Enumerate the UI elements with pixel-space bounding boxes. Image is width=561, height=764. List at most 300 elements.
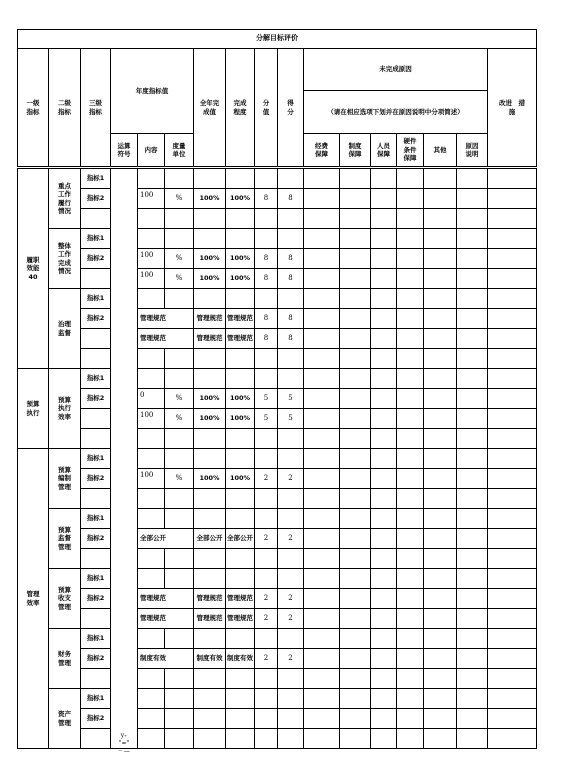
score-cell (254, 228, 278, 249)
table-cell (487, 408, 537, 429)
header-level3: 三级 指标 (80, 48, 111, 167)
table-cell (487, 668, 537, 689)
full-year-cell: 管理规范 (193, 608, 226, 629)
table-cell (456, 328, 488, 349)
table-cell (370, 728, 397, 749)
table-cell (487, 328, 537, 349)
table-cell (339, 688, 371, 709)
table-cell (303, 508, 340, 529)
table-cell (456, 728, 488, 749)
rate-cell (225, 668, 255, 689)
table-cell (339, 168, 371, 189)
table-cell (339, 488, 371, 509)
rate-cell: 100% (225, 188, 255, 209)
table-cell (487, 228, 537, 249)
table-cell (303, 528, 340, 549)
full-year-cell (193, 348, 226, 369)
table-cell (456, 168, 488, 189)
table-cell (396, 228, 424, 249)
table-cell (396, 608, 424, 629)
content-cell (137, 568, 165, 589)
table-cell (423, 728, 457, 749)
table-cell (339, 288, 371, 309)
table-cell (339, 708, 371, 729)
full-year-cell (193, 688, 226, 709)
level2-label: 预算 收支 管理 (48, 568, 81, 629)
table-cell (423, 568, 457, 589)
full-year-cell: 管理规范 (193, 328, 226, 349)
got-score-cell: 8 (277, 248, 304, 269)
full-year-cell (193, 288, 226, 309)
content-cell: 管理规范 (137, 328, 194, 349)
unit-cell: % (164, 388, 194, 409)
level2-label: 整体 工作 完成 情况 (48, 228, 81, 289)
got-score-cell (277, 168, 304, 189)
content-cell (137, 228, 165, 249)
table-cell (396, 308, 424, 329)
table-cell (370, 388, 397, 409)
rate-cell: 100% (225, 248, 255, 269)
table-cell (487, 268, 537, 289)
table-cell (303, 588, 340, 609)
full-year-cell: 全部公开 (193, 528, 226, 549)
table-cell (303, 388, 340, 409)
full-year-cell (193, 488, 226, 509)
content-cell (137, 668, 165, 689)
full-year-cell (193, 428, 226, 449)
score-cell (254, 368, 278, 389)
table-cell (370, 348, 397, 369)
score-cell (254, 428, 278, 449)
got-score-cell (277, 508, 304, 529)
full-year-cell (193, 508, 226, 529)
rate-cell (225, 488, 255, 509)
table-cell (487, 388, 537, 409)
table-cell (423, 388, 457, 409)
table-cell (487, 308, 537, 329)
table-cell (370, 368, 397, 389)
table-cell (339, 388, 371, 409)
table-cell (396, 728, 424, 749)
table-cell (456, 528, 488, 549)
table-cell (80, 208, 111, 229)
table-cell (487, 208, 537, 229)
unit-cell: % (164, 408, 194, 429)
table-cell (339, 308, 371, 329)
header-personnel: 人员 保障 (370, 133, 397, 167)
table-cell (303, 228, 340, 249)
unit-cell (164, 348, 194, 369)
rate-cell (225, 728, 255, 749)
full-year-cell: 100% (193, 468, 226, 489)
table-cell (456, 588, 488, 609)
table-cell (303, 268, 340, 289)
rate-cell: 制度有效 (225, 648, 255, 669)
table-cell (80, 668, 111, 689)
got-score-cell (277, 368, 304, 389)
table-cell (370, 688, 397, 709)
unit-cell (164, 708, 194, 729)
unit-cell (164, 448, 194, 469)
table-cell (423, 168, 457, 189)
table-cell (423, 328, 457, 349)
table-cell (303, 248, 340, 269)
table-cell (303, 448, 340, 469)
table-cell (456, 708, 488, 729)
table-cell (423, 348, 457, 369)
content-cell (137, 488, 165, 509)
unit-cell (164, 208, 194, 229)
score-cell (254, 628, 278, 649)
got-score-cell: 8 (277, 268, 304, 289)
unit-cell (164, 688, 194, 709)
table-cell (456, 448, 488, 469)
rate-cell (225, 348, 255, 369)
table-cell (370, 488, 397, 509)
calc-symbol-column (110, 168, 138, 749)
score-cell (254, 348, 278, 369)
indicator-label: 指标2 (80, 708, 111, 729)
table-cell (370, 328, 397, 349)
table-cell (396, 628, 424, 649)
table-cell (370, 588, 397, 609)
got-score-cell: 2 (277, 528, 304, 549)
table-cell (456, 608, 488, 629)
table-cell (370, 228, 397, 249)
table-cell (487, 448, 537, 469)
table-cell (456, 208, 488, 229)
rate-cell (225, 168, 255, 189)
full-year-cell (193, 208, 226, 229)
full-year-cell (193, 568, 226, 589)
rate-cell: 全部公开 (225, 528, 255, 549)
table-cell (80, 488, 111, 509)
indicator-label: 指标1 (80, 288, 111, 309)
full-year-cell (193, 368, 226, 389)
table-cell (370, 628, 397, 649)
table-cell (456, 428, 488, 449)
table-cell (303, 328, 340, 349)
table-cell (370, 648, 397, 669)
table-cell (456, 648, 488, 669)
score-cell: 5 (254, 408, 278, 429)
rate-cell (225, 368, 255, 389)
score-cell: 8 (254, 328, 278, 349)
table-cell (396, 328, 424, 349)
table-cell (339, 408, 371, 429)
score-cell: 2 (254, 648, 278, 669)
score-cell (254, 208, 278, 229)
full-year-cell: 100% (193, 408, 226, 429)
table-cell (487, 248, 537, 269)
content-cell: 100 (137, 188, 165, 209)
header-unit: 度量 单位 (164, 133, 194, 167)
score-cell (254, 708, 278, 729)
content-cell (137, 708, 165, 729)
level2-label: 资产 管理 (48, 688, 81, 749)
score-cell (254, 728, 278, 749)
header-score: 分 值 (254, 48, 278, 167)
table-cell (339, 648, 371, 669)
level2-label: 预算 监督 管理 (48, 508, 81, 569)
table-cell (423, 428, 457, 449)
table-cell (396, 188, 424, 209)
got-score-cell (277, 348, 304, 369)
table-cell (396, 688, 424, 709)
table-cell (303, 668, 340, 689)
score-cell: 2 (254, 588, 278, 609)
table-cell (303, 608, 340, 629)
table-cell (487, 608, 537, 629)
table-cell (370, 188, 397, 209)
score-cell (254, 168, 278, 189)
unit-cell (164, 728, 194, 749)
table-cell (423, 368, 457, 389)
got-score-cell (277, 228, 304, 249)
indicator-label: 指标2 (80, 388, 111, 409)
table-cell (370, 668, 397, 689)
table-cell (396, 428, 424, 449)
full-year-cell (193, 668, 226, 689)
table-cell (339, 608, 371, 629)
rate-cell: 管理规范 (225, 608, 255, 629)
unit-cell: % (164, 268, 194, 289)
got-score-cell (277, 568, 304, 589)
content-cell (137, 428, 165, 449)
got-score-cell: 8 (277, 328, 304, 349)
table-cell (339, 188, 371, 209)
table-cell (370, 608, 397, 629)
content-cell: 制度有效 (137, 648, 194, 669)
content-cell: 100 (137, 268, 165, 289)
header-completion-rate: 完成 程度 (225, 48, 255, 167)
score-cell (254, 548, 278, 569)
table-cell (487, 428, 537, 449)
table-cell (423, 588, 457, 609)
table-cell (487, 648, 537, 669)
level1-label: 管理 效率 (17, 448, 49, 749)
got-score-cell (277, 548, 304, 569)
score-cell: 2 (254, 528, 278, 549)
score-cell (254, 668, 278, 689)
table-cell (423, 608, 457, 629)
level2-label: 预算 执行 效率 (48, 368, 81, 449)
table-cell (339, 368, 371, 389)
unit-cell (164, 288, 194, 309)
rate-cell (225, 568, 255, 589)
rate-cell (225, 708, 255, 729)
got-score-cell: 2 (277, 648, 304, 669)
table-cell (396, 208, 424, 229)
table-cell (339, 328, 371, 349)
got-score-cell: 2 (277, 588, 304, 609)
table-cell (396, 488, 424, 509)
level2-label: 重点 工作 履行 情况 (48, 168, 81, 229)
table-cell (370, 468, 397, 489)
header-level2: 二级 指标 (48, 48, 81, 167)
got-score-cell (277, 208, 304, 229)
table-cell (370, 428, 397, 449)
table-cell (80, 428, 111, 449)
level2-label: 财务 管理 (48, 628, 81, 689)
score-cell (254, 288, 278, 309)
table-cell (487, 288, 537, 309)
table-cell (80, 548, 111, 569)
table-cell (456, 508, 488, 529)
page-title: 分解目标评价 (17, 29, 537, 49)
table-cell (303, 708, 340, 729)
full-year-cell: 100% (193, 188, 226, 209)
table-cell (423, 268, 457, 289)
table-cell (339, 668, 371, 689)
rate-cell: 100% (225, 408, 255, 429)
table-cell (423, 548, 457, 569)
table-cell (303, 208, 340, 229)
table-cell (423, 628, 457, 649)
table-cell (456, 388, 488, 409)
header-improve: 改进 措 施 (487, 48, 537, 167)
rate-cell (225, 688, 255, 709)
table-cell (303, 368, 340, 389)
table-cell (80, 728, 111, 749)
header-other: 其他 (423, 133, 457, 167)
indicator-label: 指标2 (80, 308, 111, 329)
table-cell (396, 508, 424, 529)
table-cell (423, 688, 457, 709)
table-cell (370, 248, 397, 269)
table-cell (339, 508, 371, 529)
table-cell (456, 408, 488, 429)
content-cell: 管理规范 (137, 308, 194, 329)
score-cell: 5 (254, 388, 278, 409)
table-cell (487, 368, 537, 389)
table-cell (487, 468, 537, 489)
unit-cell (164, 428, 194, 449)
rate-cell (225, 508, 255, 529)
content-cell (137, 548, 165, 569)
content-cell (137, 688, 165, 709)
table-cell (396, 468, 424, 489)
table-cell (456, 308, 488, 329)
table-cell (423, 488, 457, 509)
got-score-cell: 8 (277, 188, 304, 209)
rate-cell (225, 548, 255, 569)
rate-cell (225, 228, 255, 249)
table-cell (370, 508, 397, 529)
got-score-cell: 5 (277, 388, 304, 409)
table-cell (339, 728, 371, 749)
table-cell (339, 348, 371, 369)
table-cell (303, 628, 340, 649)
table-cell (396, 708, 424, 729)
content-cell: 0 (137, 388, 165, 409)
table-cell (423, 668, 457, 689)
content-cell (137, 168, 165, 189)
rate-cell: 100% (225, 388, 255, 409)
table-cell (456, 628, 488, 649)
table-cell (423, 248, 457, 269)
table-cell (487, 188, 537, 209)
unit-cell: % (164, 468, 194, 489)
table-cell (80, 348, 111, 369)
table-cell (303, 728, 340, 749)
table-cell (370, 208, 397, 229)
content-cell (137, 508, 165, 529)
table-cell (80, 608, 111, 629)
table-cell (370, 568, 397, 589)
table-cell (303, 188, 340, 209)
indicator-label: 指标2 (80, 468, 111, 489)
table-cell (396, 388, 424, 409)
table-cell (423, 208, 457, 229)
indicator-label: 指标1 (80, 568, 111, 589)
table-cell (423, 648, 457, 669)
unit-cell (164, 168, 194, 189)
score-cell (254, 488, 278, 509)
table-cell (339, 628, 371, 649)
level2-label: 预算 编制 管理 (48, 448, 81, 509)
table-cell (456, 468, 488, 489)
full-year-cell (193, 548, 226, 569)
unit-cell (164, 628, 194, 649)
table-cell (303, 468, 340, 489)
full-year-cell: 管理规范 (193, 588, 226, 609)
table-cell (80, 268, 111, 289)
rate-cell (225, 208, 255, 229)
full-year-cell: 100% (193, 248, 226, 269)
table-cell (339, 568, 371, 589)
content-cell (137, 288, 165, 309)
rate-cell (225, 428, 255, 449)
table-cell (487, 588, 537, 609)
got-score-cell (277, 668, 304, 689)
level1-label: 预算 执行 (17, 368, 49, 449)
table-cell (456, 548, 488, 569)
got-score-cell (277, 288, 304, 309)
got-score-cell (277, 488, 304, 509)
table-cell (396, 568, 424, 589)
table-cell (487, 688, 537, 709)
header-hardware: 硬件 条件 保障 (396, 133, 424, 167)
table-cell (487, 508, 537, 529)
score-cell: 2 (254, 608, 278, 629)
table-cell (396, 368, 424, 389)
content-cell (137, 208, 165, 229)
got-score-cell (277, 708, 304, 729)
table-cell (396, 668, 424, 689)
indicator-label: 指标2 (80, 248, 111, 269)
table-cell (487, 728, 537, 749)
table-cell (370, 708, 397, 729)
table-cell (456, 228, 488, 249)
table-cell (456, 348, 488, 369)
table-cell (370, 308, 397, 329)
table-cell (456, 268, 488, 289)
unit-cell (164, 228, 194, 249)
level2-label: 治理 监督 (48, 288, 81, 369)
table-cell (456, 568, 488, 589)
table-cell (303, 408, 340, 429)
got-score-cell: 2 (277, 608, 304, 629)
indicator-label: 指标2 (80, 188, 111, 209)
unit-cell (164, 488, 194, 509)
table-cell (396, 168, 424, 189)
table-cell (370, 528, 397, 549)
table-cell (396, 448, 424, 469)
table-cell (456, 248, 488, 269)
table-cell (423, 308, 457, 329)
header-calc-symbol: 运算 符号 (110, 133, 138, 167)
